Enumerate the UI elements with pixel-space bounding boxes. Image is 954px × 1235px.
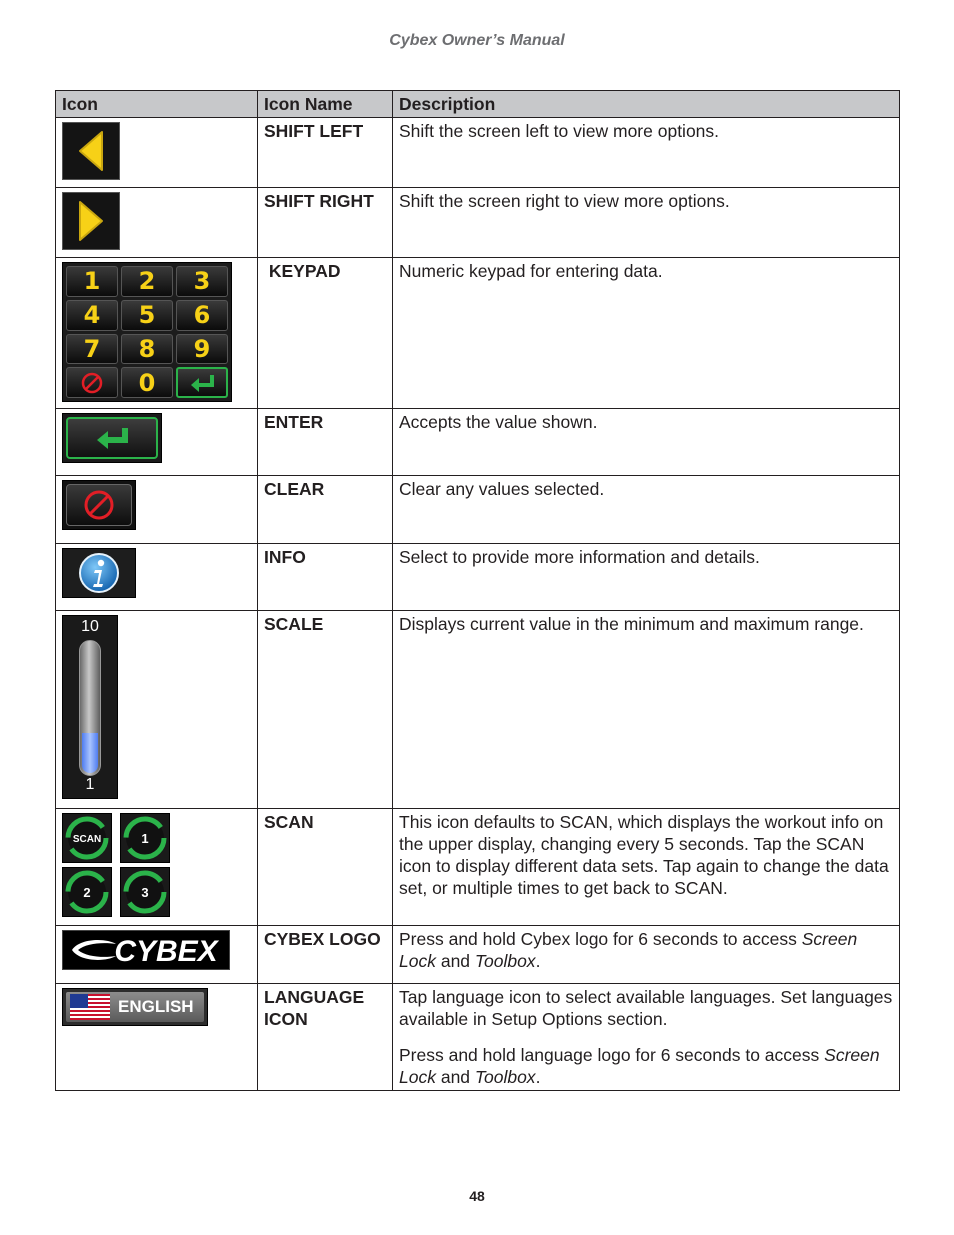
scan-label: 2 xyxy=(83,885,91,900)
language-label: ENGLISH xyxy=(118,997,194,1016)
scale-max-label: 10 xyxy=(81,618,99,635)
scan-label: 1 xyxy=(141,831,149,846)
description-text: . xyxy=(535,951,541,971)
info-icon xyxy=(62,548,136,598)
enter-icon xyxy=(62,413,162,463)
icon-description: Accepts the value shown. xyxy=(393,409,900,476)
scan-label: SCAN xyxy=(72,834,102,845)
page-number: 48 xyxy=(469,1188,485,1204)
keypad-key-0: 0 xyxy=(121,367,173,398)
icon-cell xyxy=(56,809,258,926)
table-row xyxy=(56,258,900,409)
icon-name: SCAN xyxy=(258,809,393,926)
scale-min-label: 1 xyxy=(85,776,95,793)
shift-left-icon xyxy=(62,122,120,180)
scan-label: 3 xyxy=(141,885,149,900)
icon-description: Select to provide more information and details. xyxy=(393,544,900,611)
scan-icon-group xyxy=(62,813,251,917)
icon-description: Clear any values selected. xyxy=(393,476,900,544)
table-row xyxy=(56,409,900,476)
icon-cell xyxy=(56,118,258,188)
icon-name: LANGUAGE ICON xyxy=(258,984,393,1091)
table-header-row xyxy=(56,91,900,118)
icon-description: Displays current value in the minimum and maximum range. xyxy=(393,611,900,809)
enter-arrow-icon xyxy=(187,373,217,393)
icon-name: CYBEX LOGO xyxy=(258,926,393,984)
keypad-clear-key xyxy=(66,367,118,398)
enter-arrow-icon xyxy=(92,425,132,451)
description-text: . xyxy=(535,1067,541,1087)
table-row xyxy=(56,476,900,544)
scan-3-icon xyxy=(120,867,170,917)
scan-2-icon xyxy=(62,867,112,917)
shift-right-icon xyxy=(62,192,120,250)
icon-description: Shift the screen left to view more options. xyxy=(393,118,900,188)
us-flag-icon xyxy=(70,994,110,1020)
clear-icon xyxy=(62,480,136,530)
cybex-logo-text: CYBEX xyxy=(114,935,218,966)
icon-description: This icon defaults to SCAN, which displays the workout info on the upper display, changing every 5 seconds. Tap the SCAN icon to display different data sets. Tap again to change the data set, or multiple times to get back to SCAN. xyxy=(393,809,900,926)
description-text: Press and hold Cybex logo for 6 seconds to access xyxy=(399,929,802,949)
description-text: Press and hold language logo for 6 seconds to access xyxy=(399,1045,825,1065)
icon-cell xyxy=(56,544,258,611)
icon-description xyxy=(393,926,900,984)
icon-description: Numeric keypad for entering data. xyxy=(393,258,900,409)
description-text: and xyxy=(435,1067,475,1087)
scan-1-icon xyxy=(120,813,170,863)
no-symbol-icon xyxy=(80,371,104,395)
table-row xyxy=(56,926,900,984)
scale-track xyxy=(79,640,101,776)
keypad-enter-key xyxy=(176,367,228,398)
keypad-key-7: 7 xyxy=(66,334,118,365)
icon-name: ENTER xyxy=(258,409,393,476)
icon-cell xyxy=(56,258,258,409)
description-text: and xyxy=(435,951,475,971)
keypad-key-8: 8 xyxy=(121,334,173,365)
scale-icon xyxy=(62,615,118,799)
scan-icon xyxy=(62,813,112,863)
keypad-key-6: 6 xyxy=(176,300,228,331)
cybex-logo-icon xyxy=(62,930,230,970)
icon-name: SCALE xyxy=(258,611,393,809)
icon-name: CLEAR xyxy=(258,476,393,544)
table-row xyxy=(56,544,900,611)
icon-table xyxy=(55,90,900,1091)
keypad-key-5: 5 xyxy=(121,300,173,331)
keypad-key-1: 1 xyxy=(66,266,118,297)
description-emphasis: Toolbox xyxy=(474,951,536,971)
keypad-key-9: 9 xyxy=(176,334,228,365)
icon-cell xyxy=(56,476,258,544)
description-emphasis: Screen Lock xyxy=(399,1045,880,1087)
table-row xyxy=(56,809,900,926)
table-row xyxy=(56,118,900,188)
icon-cell xyxy=(56,188,258,258)
icon-cell xyxy=(56,926,258,984)
icon-name: INFO xyxy=(258,544,393,611)
language-icon xyxy=(62,988,208,1026)
table-row xyxy=(56,984,900,1091)
icon-description: Shift the screen right to view more options. xyxy=(393,188,900,258)
icon-name: SHIFT RIGHT xyxy=(258,188,393,258)
keypad-key-2: 2 xyxy=(121,266,173,297)
icon-cell xyxy=(56,984,258,1091)
icon-name: KEYPAD xyxy=(258,258,393,409)
icon-description xyxy=(393,984,900,1091)
column-header-description: Description xyxy=(393,91,900,118)
table-row xyxy=(56,611,900,809)
description-paragraph xyxy=(399,1044,893,1088)
column-header-icon: Icon xyxy=(56,91,258,118)
keypad-icon xyxy=(62,262,232,402)
column-header-icon-name: Icon Name xyxy=(258,91,393,118)
no-symbol-icon xyxy=(82,488,116,522)
icon-name: SHIFT LEFT xyxy=(258,118,393,188)
keypad-key-4: 4 xyxy=(66,300,118,331)
icon-cell xyxy=(56,611,258,809)
description-paragraph: Tap language icon to select available languages. Set languages available in Setup Options section. xyxy=(399,987,893,1029)
scale-fill xyxy=(82,733,98,773)
description-emphasis: Screen Lock xyxy=(399,929,858,971)
running-head: Cybex Owner’s Manual xyxy=(389,32,565,49)
icon-cell xyxy=(56,409,258,476)
keypad-key-3: 3 xyxy=(176,266,228,297)
description-emphasis: Toolbox xyxy=(474,1067,536,1087)
table-row xyxy=(56,188,900,258)
